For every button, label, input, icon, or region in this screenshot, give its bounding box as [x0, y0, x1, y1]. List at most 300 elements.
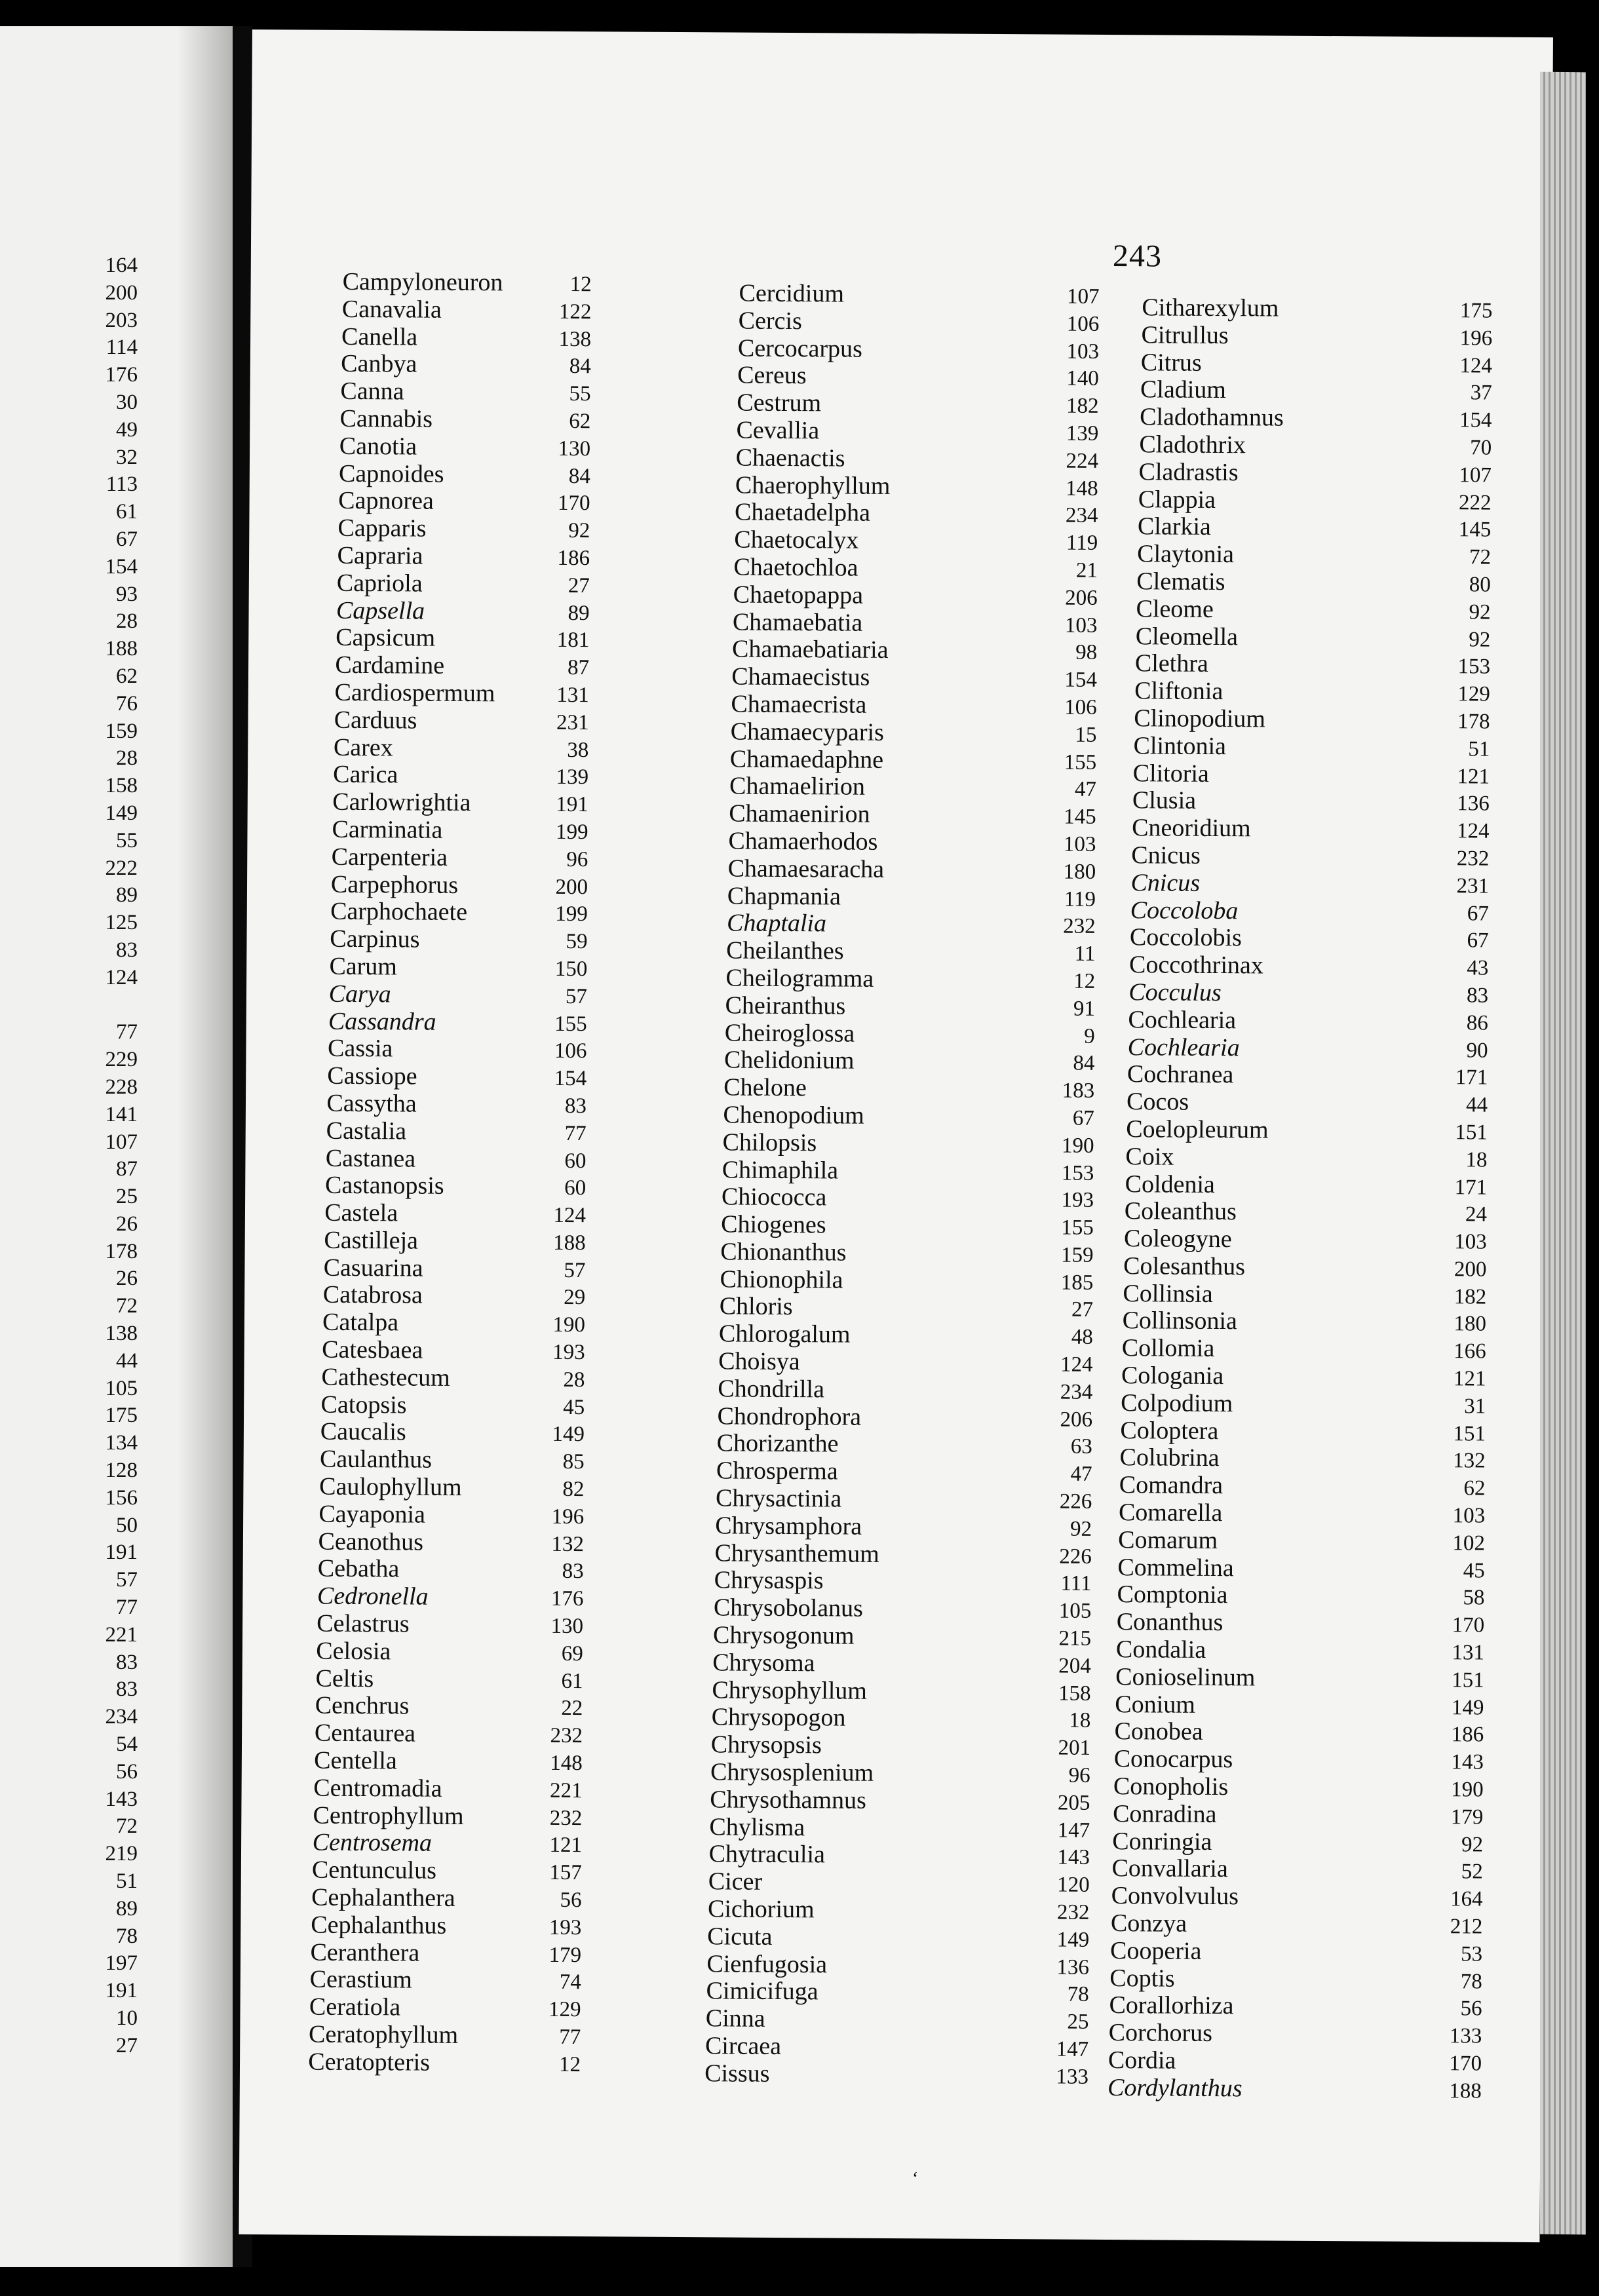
index-entry: [725, 963, 1096, 993]
genus-name: Cleomella: [1135, 622, 1239, 651]
genus-name: Chenopodium: [723, 1101, 864, 1130]
page-reference: 80: [1469, 573, 1491, 597]
genus-name: Conringia: [1112, 1827, 1212, 1856]
index-entry: [338, 486, 669, 516]
page-reference: 124: [553, 1203, 587, 1228]
page-reference: 133: [1056, 2065, 1089, 2089]
index-entry: [340, 377, 669, 406]
page-reference: 15: [1075, 723, 1097, 747]
genus-name: Capraria: [337, 541, 423, 570]
index-entry: [714, 1566, 1092, 1596]
genus-name: Citrullus: [1141, 321, 1229, 349]
genus-name: Comarum: [1118, 1525, 1218, 1554]
index-entry: [1138, 457, 1492, 488]
page-reference: 51: [1468, 737, 1490, 761]
genus-name: Chaetochloa: [733, 553, 858, 582]
index-entry: [310, 1965, 660, 1995]
genus-name: Catabrosa: [322, 1281, 423, 1310]
index-entry: [318, 1554, 663, 1584]
genus-name: Conobea: [1114, 1717, 1203, 1746]
genus-name: Ceranthera: [310, 1938, 420, 1967]
index-entry: [718, 1347, 1093, 1377]
genus-name: Chrosperma: [716, 1457, 838, 1485]
left-page-number: 72: [116, 1814, 138, 1839]
index-entry: [733, 580, 1098, 610]
genus-name: Castalia: [326, 1117, 407, 1145]
index-entry: [1120, 1416, 1486, 1446]
page-reference: 138: [558, 327, 592, 351]
index-entry: [707, 1894, 1090, 1924]
genus-name: Cladothamnus: [1140, 403, 1284, 432]
page-reference: 111: [1060, 1572, 1092, 1596]
page-reference: 190: [1451, 1778, 1484, 1802]
index-entry: [1125, 1170, 1488, 1200]
index-entry: [1128, 1005, 1488, 1035]
page-reference: 70: [1470, 436, 1492, 460]
genus-name: Chrysanthemum: [714, 1539, 879, 1568]
genus-name: Coccoloba: [1130, 896, 1239, 925]
index-entry: [343, 267, 670, 297]
index-entry: [324, 1198, 665, 1228]
left-page-number: 200: [105, 280, 138, 305]
page-reference: 176: [550, 1587, 584, 1611]
page-reference: 83: [1466, 984, 1489, 1008]
index-entry: [328, 1034, 666, 1063]
genus-name: Cochlearia: [1127, 1033, 1240, 1062]
index-entry: [731, 689, 1097, 719]
index-entry: [1128, 950, 1489, 980]
index-entry: [1113, 1772, 1484, 1802]
genus-name: Chimaphila: [722, 1155, 839, 1184]
genus-name: Coix: [1125, 1142, 1174, 1171]
genus-name: Convolvulus: [1111, 1882, 1239, 1911]
page-reference: 45: [1463, 1558, 1485, 1583]
left-page-number: 176: [105, 363, 138, 387]
index-entry: [1117, 1580, 1485, 1610]
index-entry: [309, 1993, 660, 2022]
index-entry: [330, 897, 666, 927]
index-entry: [326, 1089, 665, 1119]
genus-name: Chrysosplenium: [710, 1758, 874, 1787]
index-entry: [329, 979, 666, 1008]
index-entry: [714, 1539, 1092, 1569]
genus-name: Colpodium: [1121, 1389, 1233, 1418]
genus-name: Cnicus: [1131, 841, 1201, 870]
index-entry: [329, 952, 666, 982]
genus-name: Cocculus: [1128, 978, 1222, 1006]
page-reference: 122: [558, 299, 592, 324]
index-entry: [718, 1374, 1093, 1404]
page-reference: 130: [558, 436, 591, 461]
index-entry: [1123, 1224, 1487, 1254]
page-reference: 67: [1467, 901, 1489, 926]
index-entry: [326, 1116, 665, 1145]
index-entry: [1137, 512, 1492, 542]
page-reference: 182: [1454, 1284, 1487, 1309]
genus-name: Chamaelirion: [729, 772, 866, 801]
page-reference: 149: [1056, 1928, 1090, 1952]
index-entry: [727, 854, 1096, 884]
index-entry: [1123, 1252, 1487, 1282]
genus-name: Citrus: [1140, 348, 1202, 377]
page-reference: 155: [1061, 1215, 1094, 1240]
index-entry: [709, 1812, 1090, 1843]
page-reference: 67: [1467, 928, 1489, 953]
left-page-number: 107: [105, 1130, 138, 1154]
page-reference: 78: [1067, 1983, 1089, 2007]
index-entry: [704, 2031, 1089, 2061]
left-page-number: 141: [105, 1102, 138, 1126]
genus-name: Carphochaete: [330, 898, 468, 927]
genus-name: Centromadia: [313, 1774, 442, 1803]
index-entry: [319, 1472, 663, 1502]
genus-name: Castanea: [325, 1144, 416, 1173]
left-page-shadow: [177, 26, 233, 2267]
left-page-number: 72: [116, 1294, 138, 1318]
index-entry: [1115, 1662, 1484, 1693]
page-reference: 222: [1459, 490, 1492, 515]
index-entry: [1111, 1881, 1483, 1911]
index-entry: [320, 1417, 663, 1447]
page-reference: 87: [567, 656, 590, 680]
left-page-number: 62: [116, 664, 138, 688]
genus-name: Chrysoma: [712, 1649, 815, 1677]
page-reference: 129: [1457, 682, 1490, 706]
genus-name: Circaea: [704, 2032, 782, 2060]
page-reference: 170: [1449, 2052, 1482, 2076]
page-reference: 147: [1056, 2037, 1089, 2061]
left-page-number: 93: [116, 582, 138, 606]
genus-name: Clusia: [1132, 786, 1197, 815]
page-reference: 57: [565, 984, 588, 1008]
index-entry: [1131, 841, 1490, 871]
page-reference: 179: [549, 1943, 582, 1967]
page-reference: 193: [549, 1915, 582, 1940]
index-entry: [332, 815, 666, 845]
genus-name: Coccothrinax: [1128, 951, 1263, 980]
index-entry: [1108, 2018, 1482, 2048]
genus-name: Coloptera: [1120, 1416, 1219, 1445]
genus-name: Cercidium: [739, 279, 845, 308]
index-entry: [313, 1828, 661, 1858]
genus-name: Cercocarpus: [737, 334, 862, 363]
page-reference: 143: [1057, 1845, 1090, 1870]
index-entry: [722, 1128, 1094, 1158]
page-reference: 170: [557, 491, 590, 516]
left-page-number: 178: [105, 1239, 138, 1263]
index-entry: [327, 1062, 665, 1091]
index-column-2: [704, 279, 1100, 2089]
left-page-number-column: [66, 252, 138, 2060]
genus-name: Conioselinum: [1115, 1662, 1256, 1692]
page-reference: 119: [1066, 531, 1098, 556]
genus-name: Capparis: [337, 514, 427, 543]
index-entry: [720, 1265, 1094, 1295]
genus-name: Caulophyllum: [319, 1472, 462, 1502]
genus-name: Cimicifuga: [706, 1977, 819, 2006]
page-reference: 119: [1064, 887, 1096, 911]
page-reference: 224: [1066, 449, 1099, 473]
page-reference: 103: [1452, 1504, 1486, 1528]
index-entry: [733, 552, 1098, 583]
genus-name: Coptis: [1109, 1964, 1175, 1993]
left-page-number: 27: [116, 2033, 138, 2057]
index-entry: [718, 1320, 1093, 1350]
page-reference: 92: [1069, 1517, 1092, 1541]
index-entry: [722, 1155, 1094, 1185]
genus-name: Conium: [1115, 1690, 1195, 1719]
index-entry: [312, 1856, 661, 1885]
page-reference: 205: [1057, 1791, 1090, 1815]
page-reference: 188: [553, 1231, 586, 1255]
index-entry: [342, 295, 670, 324]
page-reference: 130: [550, 1614, 584, 1639]
index-entry: [318, 1527, 663, 1556]
index-entry: [1119, 1444, 1486, 1474]
index-entry: [313, 1801, 661, 1830]
left-page-number: 154: [105, 554, 138, 579]
page-reference: 170: [1452, 1613, 1485, 1637]
page-reference: 38: [567, 738, 589, 762]
page-reference: 180: [1454, 1312, 1487, 1337]
index-entry: [339, 459, 669, 488]
index-entry: [309, 2020, 659, 2050]
page-reference: 124: [1456, 819, 1490, 843]
genus-name: Chrysopsis: [710, 1731, 822, 1759]
genus-name: Cooperia: [1109, 1936, 1202, 1965]
page-reference: 82: [562, 1477, 585, 1502]
ink-mark: ‘: [912, 2168, 919, 2189]
page-reference: 21: [1075, 558, 1098, 583]
page-reference: 63: [1070, 1435, 1092, 1459]
index-entry: [712, 1620, 1092, 1651]
genus-name: Cicer: [708, 1867, 763, 1896]
genus-name: Chrysactinia: [716, 1484, 842, 1513]
index-entry: [716, 1429, 1092, 1459]
left-page-number: 77: [116, 1596, 138, 1620]
index-entry: [717, 1402, 1093, 1432]
genus-name: Cienfugosia: [706, 1949, 828, 1979]
genus-name: Chondrilla: [718, 1375, 825, 1404]
page-reference: 60: [564, 1176, 587, 1200]
genus-name: Cicuta: [707, 1923, 773, 1951]
genus-name: Cenchrus: [315, 1692, 410, 1720]
genus-name: Canbya: [341, 350, 417, 378]
index-entry: [729, 799, 1096, 830]
index-entry: [336, 623, 668, 653]
genus-name: Conzya: [1110, 1909, 1187, 1938]
index-entry: [727, 881, 1096, 911]
page-reference: 188: [1449, 2079, 1482, 2103]
genus-name: Condalia: [1115, 1636, 1206, 1664]
page-reference: 206: [1065, 586, 1098, 610]
index-entry: [723, 1100, 1094, 1130]
left-page-number: 219: [105, 1842, 138, 1866]
page-reference: 67: [1072, 1106, 1094, 1130]
index-entry: [1121, 1388, 1486, 1419]
page-reference: 149: [552, 1423, 585, 1447]
genus-name: Cochlearia: [1128, 1005, 1237, 1034]
index-entry: [708, 1840, 1090, 1870]
index-entry: [1140, 402, 1492, 432]
page-reference: 140: [1066, 366, 1099, 391]
index-entry: [1136, 594, 1491, 624]
index-entry: [337, 514, 668, 543]
page-reference: 190: [552, 1313, 586, 1337]
genus-name: Comandra: [1119, 1471, 1223, 1500]
page-reference: 92: [1469, 600, 1491, 624]
left-page-number: 89: [116, 883, 138, 908]
index-entry: [1126, 1087, 1488, 1117]
genus-name: Chiogenes: [721, 1210, 826, 1239]
genus-name: Cannabis: [339, 404, 433, 433]
page-reference: 53: [1460, 1942, 1483, 1966]
genus-name: Chilopsis: [722, 1128, 817, 1157]
page-reference: 103: [1064, 613, 1098, 638]
page-reference: 132: [551, 1532, 584, 1556]
index-entry: [1121, 1333, 1486, 1364]
index-entry: [739, 279, 1100, 309]
index-entry: [315, 1691, 662, 1721]
page-reference: 57: [564, 1258, 586, 1282]
index-entry: [1141, 320, 1493, 351]
genus-name: Carex: [333, 733, 393, 761]
page-reference: 105: [1058, 1599, 1092, 1624]
page-reference: 48: [1071, 1325, 1093, 1350]
genus-name: Cocos: [1126, 1088, 1189, 1116]
left-page-number: 44: [116, 1349, 138, 1373]
left-page-number: 222: [105, 856, 138, 880]
page-reference: 56: [560, 1888, 582, 1913]
genus-name: Cneoridium: [1132, 814, 1251, 843]
page-reference: 147: [1057, 1818, 1090, 1843]
page-reference: 18: [1069, 1709, 1091, 1733]
page-reference: 106: [1064, 695, 1097, 719]
index-entry: [1142, 293, 1493, 323]
index-entry: [340, 404, 670, 434]
genus-name: Centaurea: [314, 1719, 416, 1748]
genus-name: Chaerophyllum: [735, 471, 891, 500]
genus-name: Cladium: [1140, 375, 1227, 404]
page-reference: 124: [1060, 1352, 1093, 1377]
page-reference: 153: [1061, 1161, 1094, 1185]
page-reference: 124: [1459, 353, 1493, 378]
page-reference: 153: [1457, 655, 1491, 679]
index-entry: [1112, 1827, 1484, 1857]
page-reference: 151: [1453, 1421, 1486, 1446]
index-entry: [730, 717, 1097, 747]
index-entry: [710, 1785, 1090, 1815]
index-entry: [725, 991, 1096, 1021]
genus-name: Chrysamphora: [715, 1512, 862, 1540]
index-entry: [726, 936, 1096, 966]
page-reference: 91: [1073, 997, 1096, 1021]
genus-name: Capsicum: [336, 624, 436, 653]
page-reference: 201: [1058, 1736, 1091, 1761]
genus-name: Collinsonia: [1122, 1307, 1238, 1335]
index-entry: [333, 760, 667, 790]
genus-name: Cedronella: [317, 1582, 429, 1611]
page-reference: 171: [1454, 1175, 1488, 1200]
page-reference: 231: [1456, 873, 1490, 898]
index-entry: [712, 1675, 1091, 1706]
index-entry: [710, 1757, 1090, 1788]
genus-name: Celosia: [316, 1637, 391, 1666]
index-entry: [1110, 1909, 1483, 1939]
genus-name: Ceratiola: [309, 1993, 401, 2021]
index-entry: [735, 443, 1099, 473]
genus-name: Cassiope: [327, 1062, 417, 1090]
genus-name: Chaetadelpha: [734, 498, 871, 527]
left-page-number: 114: [106, 335, 138, 360]
genus-name: Carminatia: [332, 815, 443, 844]
left-page-number: 156: [105, 1485, 138, 1510]
page-reference: 191: [556, 792, 588, 817]
page-reference: 22: [561, 1696, 583, 1721]
page-reference: 107: [1066, 284, 1100, 309]
page-reference: 204: [1058, 1654, 1091, 1678]
page-reference: 92: [568, 519, 590, 543]
index-entry: [1107, 2073, 1482, 2103]
genus-name: Cinna: [705, 2004, 765, 2033]
page-reference: 45: [563, 1395, 585, 1419]
genus-name: Carum: [329, 952, 398, 981]
index-entry: [313, 1773, 661, 1803]
page-number: 243: [1112, 239, 1163, 274]
genus-name: Collinsia: [1123, 1279, 1213, 1308]
left-page-number: 138: [105, 1322, 138, 1346]
genus-name: Chondrophora: [717, 1402, 862, 1431]
index-entry: [334, 678, 667, 708]
page-reference: 103: [1454, 1230, 1487, 1254]
genus-name: Catalpa: [322, 1308, 399, 1337]
page-reference: 131: [1452, 1641, 1485, 1665]
page-reference: 159: [1060, 1243, 1094, 1267]
page-reference: 180: [1063, 860, 1096, 884]
page-reference: 47: [1074, 778, 1097, 802]
left-page-number: 113: [106, 472, 138, 497]
genus-name: Capnorea: [338, 487, 434, 516]
page-reference: 27: [1071, 1298, 1094, 1322]
index-entry: [335, 651, 668, 680]
page-reference: 96: [1068, 1763, 1090, 1788]
genus-name: Centrophyllum: [313, 1801, 464, 1830]
index-entry: [712, 1648, 1091, 1678]
index-entry: [1135, 622, 1491, 652]
index-entry: [326, 1143, 665, 1173]
genus-name: Citharexylum: [1142, 294, 1279, 322]
left-page-number: 28: [116, 746, 138, 771]
genus-name: Centella: [314, 1746, 397, 1775]
left-page-number: 32: [116, 445, 138, 469]
index-entry: [738, 306, 1100, 336]
index-entry: [330, 925, 666, 954]
index-entry: [1138, 485, 1492, 515]
genus-name: Clematis: [1136, 567, 1225, 596]
index-entry: [332, 842, 667, 871]
left-page-number: 51: [116, 1869, 138, 1894]
page-reference: 121: [1453, 1367, 1486, 1391]
index-entry: [1122, 1307, 1487, 1337]
left-page-number: 83: [116, 1677, 138, 1702]
genus-name: Chaptalia: [726, 909, 827, 938]
index-entry: [1130, 896, 1489, 926]
page-reference: 232: [1056, 1900, 1090, 1924]
genus-name: Cassytha: [326, 1089, 417, 1118]
page-reference: 47: [1070, 1462, 1092, 1487]
genus-name: Cheilanthes: [726, 936, 844, 965]
genus-name: Cereus: [737, 361, 807, 390]
